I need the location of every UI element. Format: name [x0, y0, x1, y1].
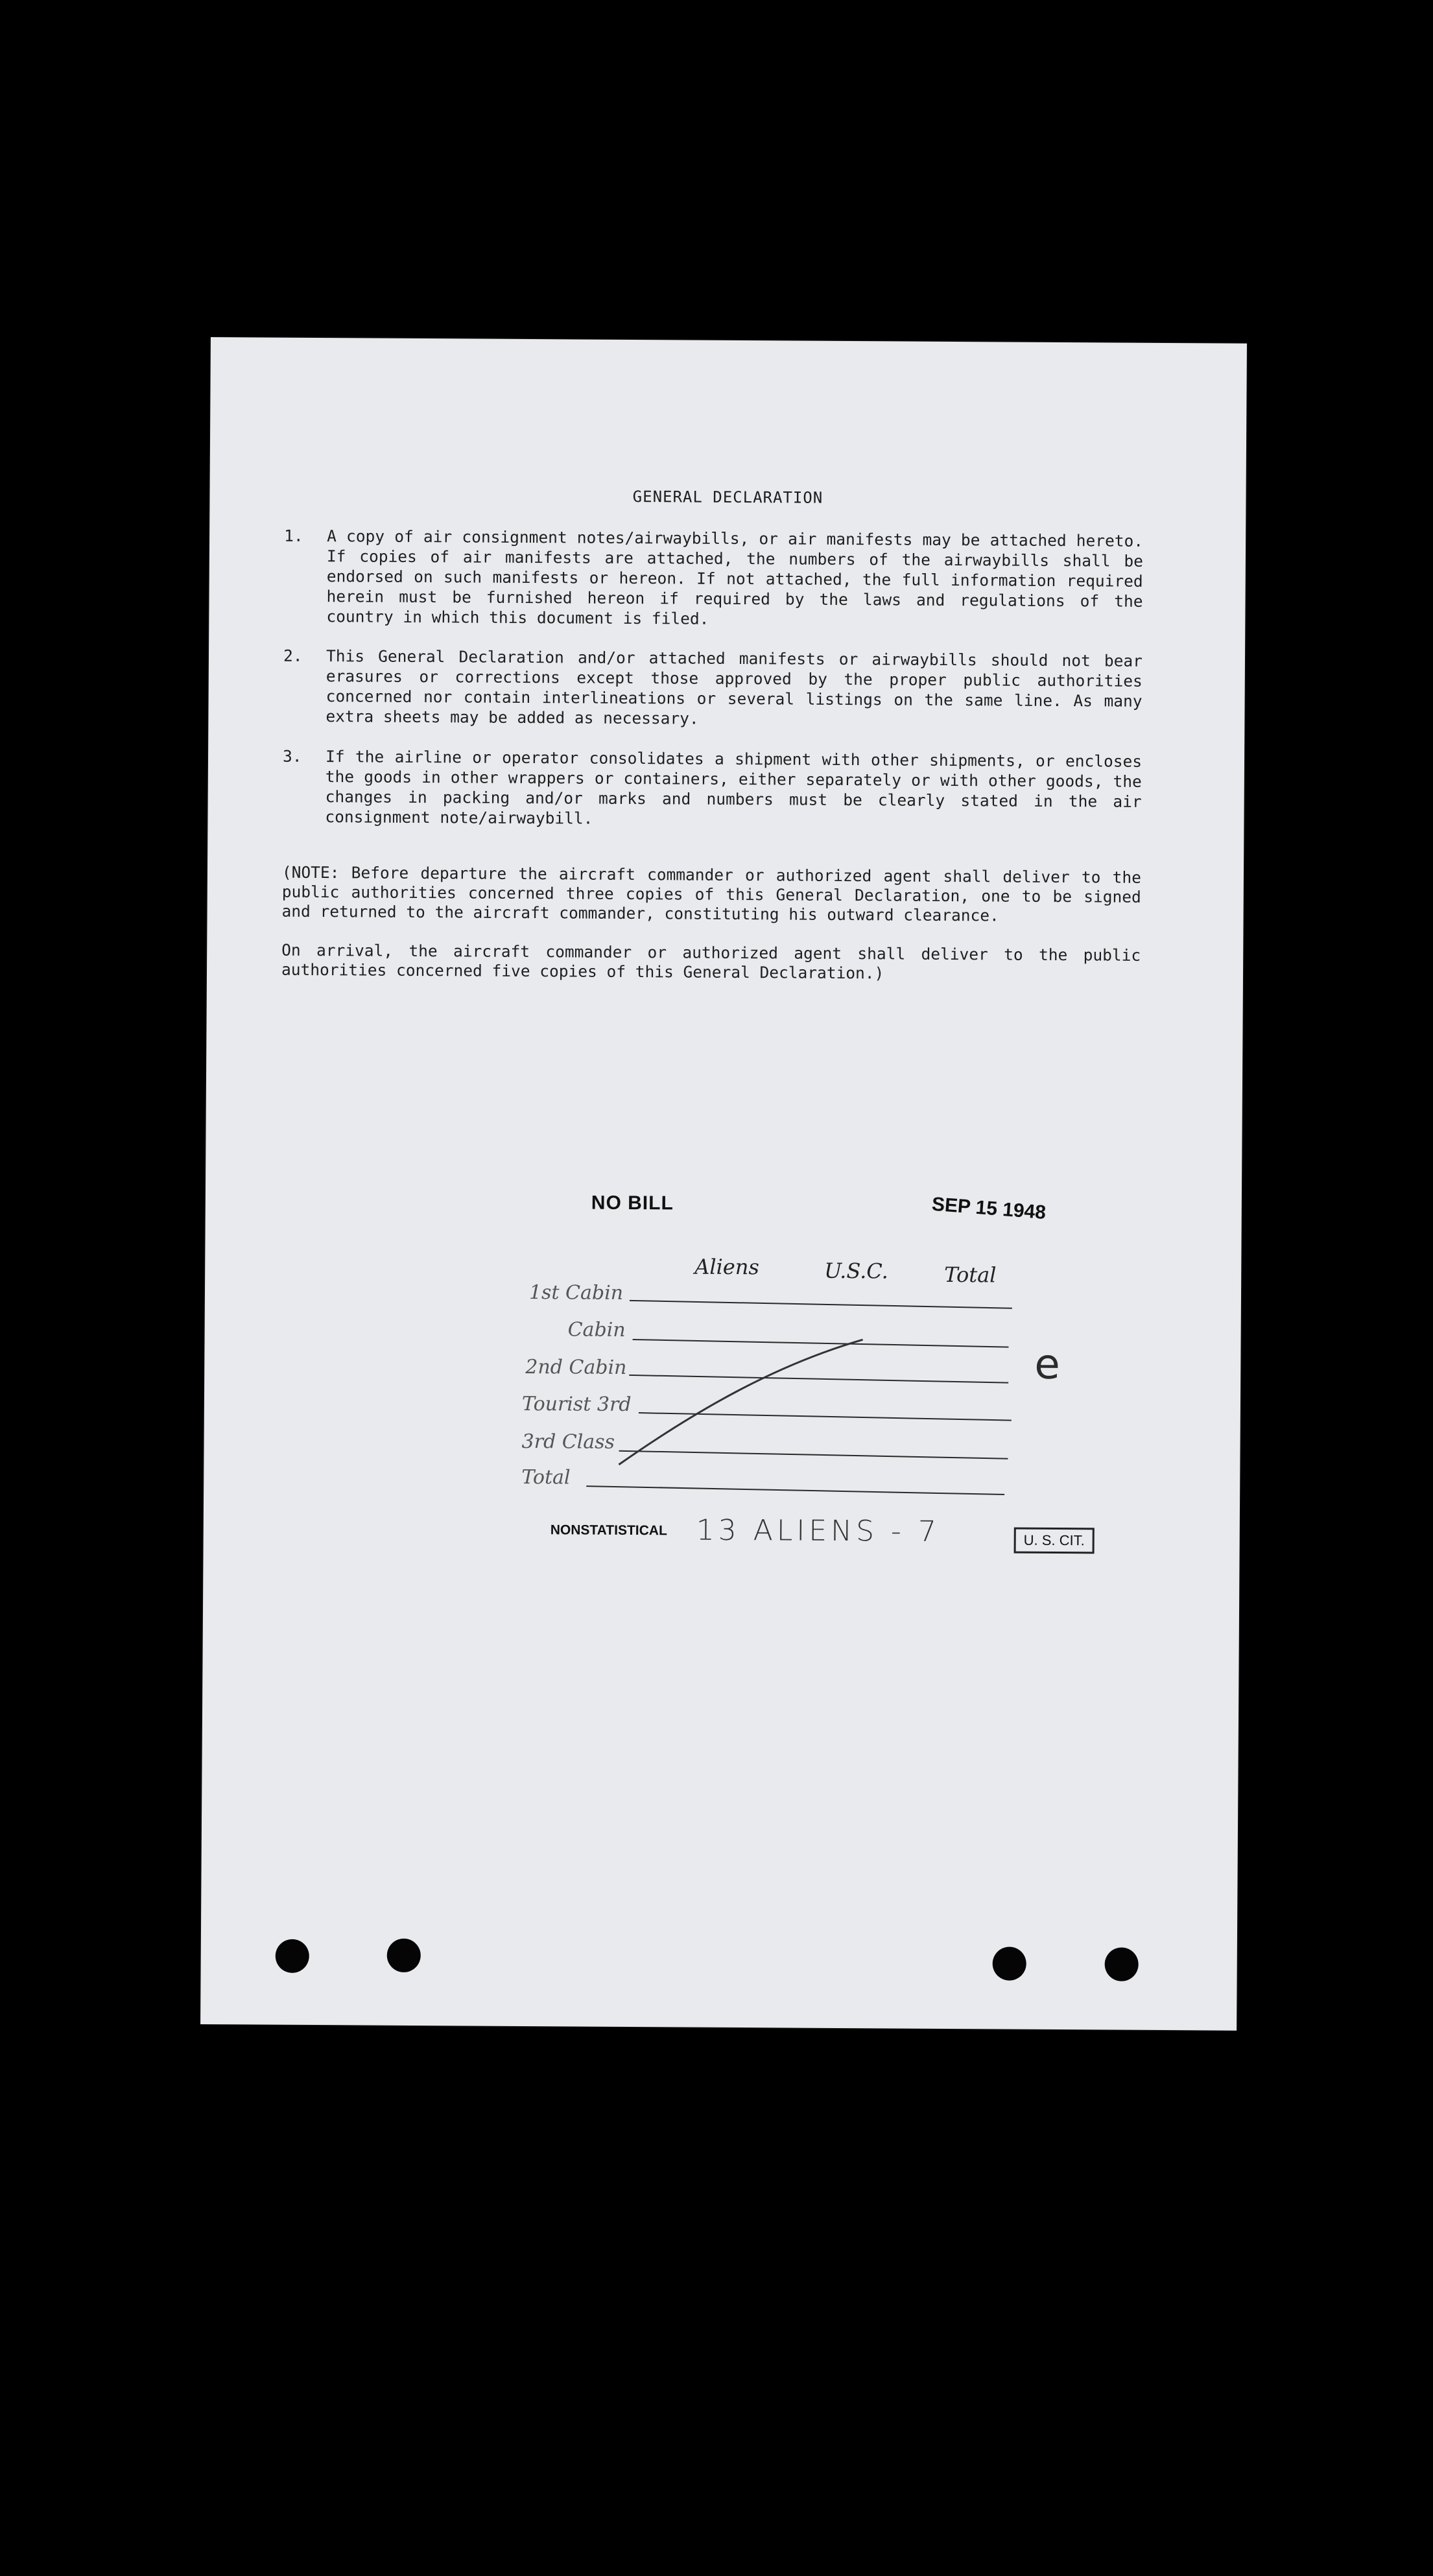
- punch-hole-right-2: [1105, 1947, 1139, 1981]
- clause-2: [283, 646, 1143, 731]
- punch-hole-left-1: [276, 1939, 309, 1973]
- clause-3: [282, 746, 1142, 832]
- row-line: [630, 1300, 1012, 1309]
- no-bill-stamp: NO BILL: [591, 1192, 674, 1214]
- row-label-2nd-cabin: 2nd Cabin: [525, 1355, 627, 1379]
- clause-text: This General Declaration and/or attached manifests or airwaybills should not bear erasures or corrections except those approved by the proper public authorities concerned nor contain interlineations or several listings on the same line. As many extra sheets may be added as necessary.: [326, 646, 1143, 728]
- handwritten-mark: e: [1034, 1340, 1060, 1389]
- column-aliens: Aliens: [694, 1254, 759, 1280]
- clause-1: [283, 526, 1143, 632]
- row-label-3rd-class: 3rd Class: [521, 1430, 615, 1454]
- departure-note: (NOTE: Before departure the aircraft commander or authorized agent shall deliver to the public authorities concerned three copies of this General Declaration, one to be signed and returned to the aircraft commander, constituting his outward clearance.: [281, 862, 1142, 925]
- clause-text: A copy of air consignment notes/airwaybills, or air manifests may be attached hereto. If copies of air manifests are attached, the numbers of the airwaybills shall be endorsed on such manifests or hereon. If not attached, the full information required herein must be furnished hereon if required by the laws and regulations of the country in which this document is filed.: [326, 526, 1144, 628]
- row-label-1st-cabin: 1st Cabin: [528, 1281, 624, 1305]
- date-stamp: SEP 15 1948: [930, 1193, 1047, 1223]
- column-total: Total: [944, 1262, 997, 1288]
- row-label-cabin: Cabin: [567, 1318, 626, 1341]
- row-label-total: Total: [521, 1465, 571, 1489]
- clause-text: If the airline or operator consolidates a shipment with other shipments, or encloses the goods in other wrappers or containers, either separately or with other goods, the changes in packing and/or marks and numbers must be clearly stated in the air consignment note/airwaybill.: [325, 747, 1143, 828]
- declaration-page: [200, 337, 1247, 2031]
- arrival-note: On arrival, the aircraft commander or authorized agent shall deliver to the public authorities concerned five copies of this General Declaration.): [281, 940, 1141, 983]
- us-cit-box: U. S. CIT.: [1014, 1528, 1095, 1554]
- cancel-stroke: [619, 1338, 866, 1469]
- handwritten-count: 13 ALIENS - 7: [696, 1513, 940, 1548]
- row-line: [586, 1485, 1004, 1495]
- row-label-tourist-3rd: Tourist 3rd: [521, 1392, 632, 1416]
- nonstatistical-label: NONSTATISTICAL: [550, 1522, 667, 1539]
- punch-hole-right-1: [993, 1946, 1026, 1980]
- document-title: GENERAL DECLARATION: [632, 487, 823, 507]
- column-usc: U.S.C.: [824, 1258, 889, 1284]
- clause-number: 1.: [284, 526, 303, 545]
- clause-number: 2.: [283, 646, 303, 665]
- punch-hole-left-2: [387, 1939, 421, 1972]
- clause-number: 3.: [282, 746, 302, 766]
